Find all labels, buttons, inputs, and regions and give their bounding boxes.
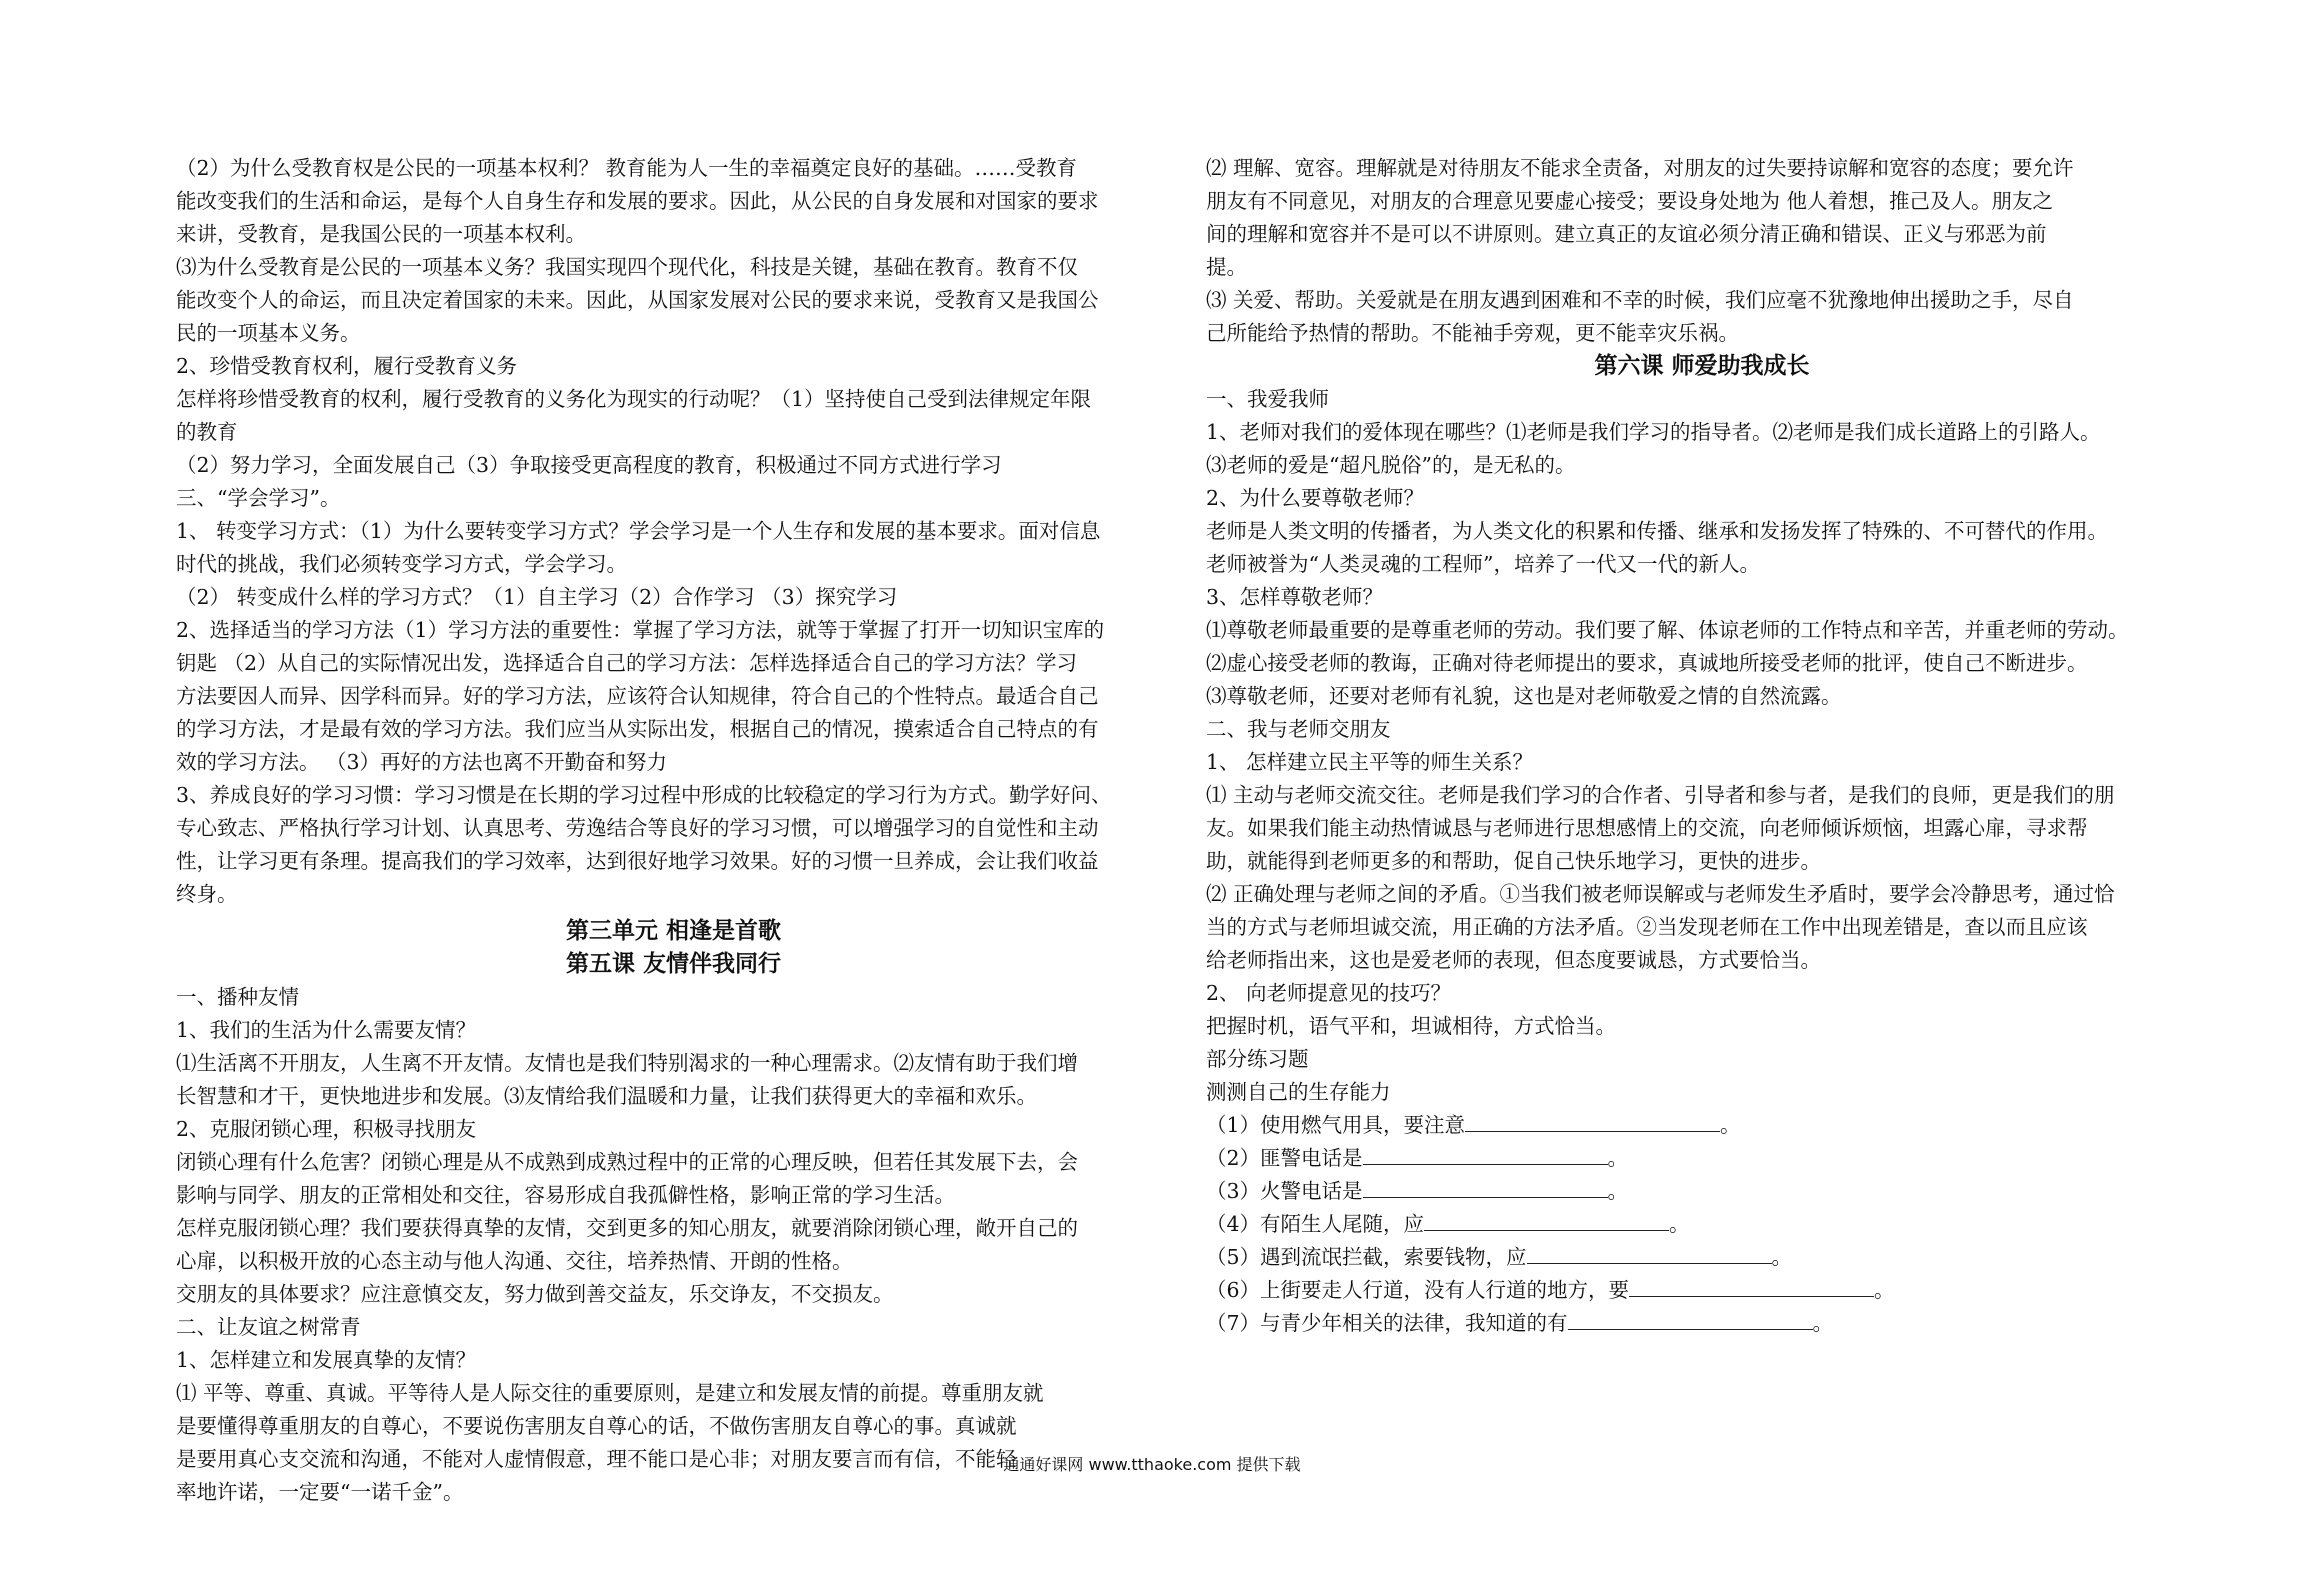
exercise-question: （1）使用燃气用具，要注意 bbox=[1206, 1113, 1466, 1137]
left-text-block-2 bbox=[176, 981, 1171, 1509]
right-text-block bbox=[1206, 152, 2198, 350]
text-line: 专心致志、严格执行学习计划、认真思考、劳逸结合等良好的学习习惯，可以增强学习的自觉性和主动 bbox=[176, 816, 1099, 840]
unit-title: 第三单元 相逢是首歌 bbox=[565, 918, 781, 944]
text-line: 方法要因人而异、因学科而异。好的学习方法，应该符合认知规律，符合自己的个性特点。最适合自己 bbox=[176, 684, 1099, 708]
lesson-6-title: 第六课 师爱助我成长 bbox=[1594, 353, 1810, 379]
text-line: 一、我爱我师 bbox=[1206, 387, 1329, 411]
text-line: 怎样克服闭锁心理？我们要获得真挚的友情，交到更多的知心朋友，就要消除闭锁心理，敞开自己的 bbox=[176, 1216, 1078, 1240]
text-line: 性，让学习更有条理。提高我们的学习效率，达到很好地学习效果。好的习惯一旦养成，会让我们收益 bbox=[176, 849, 1099, 873]
exercise-end: 。 bbox=[1812, 1311, 1834, 1335]
text-line: 老师是人类文明的传播者，为人类文化的积累和传播、继承和发扬发挥了特殊的、不可替代的作用。 bbox=[1206, 519, 2108, 543]
text-line: 助，就能得到老师更多的和帮助，促自己快乐地学习，更快的进步。 bbox=[1206, 849, 1821, 873]
text-line: 2、珍惜受教育权利，履行受教育义务 bbox=[176, 354, 518, 378]
text-line: 交朋友的具体要求？应注意慎交友，努力做到善交益友，乐交诤友，不交损友。 bbox=[176, 1282, 894, 1306]
text-line: 能改变我们的生活和命运，是每个人自身生存和发展的要求。因此，从公民的自身发展和对国家的要求 bbox=[176, 189, 1099, 213]
text-line: 闭锁心理有什么危害？闭锁心理是从不成熟到成熟过程中的正常的心理反映，但若任其发展下去，会 bbox=[176, 1150, 1078, 1174]
right-text-block-2 bbox=[1206, 383, 2198, 1109]
exercise-end: 。 bbox=[1669, 1212, 1690, 1236]
exercise-item bbox=[1206, 1241, 2198, 1274]
text-line: 给老师指出来，这也是爱老师的表现，但态度要诚恳，方式要恰当。 bbox=[1206, 948, 1821, 972]
text-line: 间的理解和宽容并不是可以不讲原则。建立真正的友谊必须分清正确和错误、正义与邪恶为前 bbox=[1206, 222, 2047, 246]
text-line: 1、我们的生活为什么需要友情？ bbox=[176, 1018, 477, 1042]
text-line: 的教育 bbox=[176, 420, 238, 444]
text-line: 当的方式与老师坦诚交流，用正确的方法矛盾。②当发现老师在工作中出现差错是，查以而且应该 bbox=[1206, 915, 2088, 939]
text-line: ⑴生活离不开朋友，人生离不开友情。友情也是我们特别渴求的一种心理需求。⑵友情有助于我们增 bbox=[176, 1051, 1078, 1075]
exercise-end: 。 bbox=[1874, 1278, 1895, 1302]
text-line: ⑶为什么受教育是公民的一项基本义务？我国实现四个现代化，科技是关键，基础在教育。教育不仅 bbox=[176, 255, 1078, 279]
text-line: 来讲，受教育，是我国公民的一项基本权利。 bbox=[176, 222, 586, 246]
right-column bbox=[1206, 152, 2198, 1340]
text-line: ⑶老师的爱是“超凡脱俗”的，是无私的。 bbox=[1206, 453, 1576, 477]
exercise-question: （7）与青少年相关的法律，我知道的有 bbox=[1206, 1311, 1568, 1335]
text-line: ⑵ 理解、宽容。理解就是对待朋友不能求全责备，对朋友的过失要持谅解和宽容的态度；要允许 bbox=[1206, 156, 2074, 180]
text-line: 友。如果我们能主动热情诚恳与老师进行思想感情上的交流，向老师倾诉烦恼，坦露心扉，寻求帮 bbox=[1206, 816, 2088, 840]
exercise-question: （6）上街要走人行道，没有人行道的地方，要 bbox=[1206, 1278, 1630, 1302]
exercise-question: （4）有陌生人尾随，应 bbox=[1206, 1212, 1425, 1236]
text-line: 是要用真心支交流和沟通，不能对人虚情假意，理不能口是心非；对朋友要言而有信，不能轻 bbox=[176, 1447, 1017, 1471]
text-line: 时代的挑战，我们必须转变学习方式，学会学习。 bbox=[176, 552, 627, 576]
text-line: 是要懂得尊重朋友的自尊心，不要说伤害朋友自尊心的话，不做伤害朋友自尊心的事。真诚就 bbox=[176, 1414, 1017, 1438]
exercise-item bbox=[1206, 1208, 2198, 1241]
text-line: ⑶ 关爱、帮助。关爱就是在朋友遇到困难和不幸的时候，我们应毫不犹豫地伸出援助之手，尽自 bbox=[1206, 288, 2074, 312]
exercise-item bbox=[1206, 1109, 2198, 1142]
text-line: 2、克服闭锁心理，积极寻找朋友 bbox=[176, 1117, 477, 1141]
text-line: 2、选择适当的学习方法（1）学习方法的重要性：掌握了学习方法，就等于掌握了打开一切知识宝库的 bbox=[176, 618, 1105, 642]
answer-blank[interactable] bbox=[1363, 1175, 1608, 1198]
text-line: 把握时机，语气平和，坦诚相待，方式恰当。 bbox=[1206, 1014, 1616, 1038]
text-line: （2） 转变成什么样的学习方式？（1）自主学习（2）合作学习 （3）探究学习 bbox=[176, 585, 898, 609]
text-line: 影响与同学、朋友的正常相处和交往，容易形成自我孤僻性格，影响正常的学习生活。 bbox=[176, 1183, 955, 1207]
answer-blank[interactable] bbox=[1568, 1307, 1813, 1330]
text-line: 的学习方法，才是最有效的学习方法。我们应当从实际出发，根据自己的情况，摸索适合自己特点的有 bbox=[176, 717, 1099, 741]
exercise-item bbox=[1206, 1274, 2198, 1307]
text-line: 1、怎样建立和发展真挚的友情？ bbox=[176, 1348, 477, 1372]
text-line: 1、老师对我们的爱体现在哪些？⑴老师是我们学习的指导者。⑵老师是我们成长道路上的引路人。 bbox=[1206, 420, 2101, 444]
text-line: 心扉，以积极开放的心态主动与他人沟通、交往，培养热情、开朗的性格。 bbox=[176, 1249, 853, 1273]
text-line: 三、“学会学习”。 bbox=[176, 486, 341, 510]
lesson-5-title: 第五课 友情伴我同行 bbox=[565, 951, 781, 977]
exercise-end: 。 bbox=[1607, 1179, 1629, 1203]
exercise-end: 。 bbox=[1607, 1146, 1629, 1170]
text-line: （2）为什么受教育权是公民的一项基本权利？ 教育能为人一生的幸福奠定良好的基础。……受教育 bbox=[176, 156, 1078, 180]
text-line: 二、我与老师交朋友 bbox=[1206, 717, 1391, 741]
exercise-item bbox=[1206, 1175, 2198, 1208]
text-line: 一、播种友情 bbox=[176, 985, 299, 1009]
exercise-item bbox=[1206, 1307, 2198, 1340]
text-line: 测测自己的生存能力 bbox=[1206, 1080, 1391, 1104]
exercise-end: 。 bbox=[1771, 1245, 1793, 1269]
exercise-question: （3）火警电话是 bbox=[1206, 1179, 1363, 1203]
text-line: 朋友有不同意见，对朋友的合理意见要虚心接受；要设身处地为 他人着想，推己及人。朋友之 bbox=[1206, 189, 2054, 213]
exercise-end: 。 bbox=[1720, 1113, 1741, 1137]
text-line: 2、 向老师提意见的技巧？ bbox=[1206, 981, 1452, 1005]
text-line: 1、 转变学习方式：（1）为什么要转变学习方式？学会学习是一个人生存和发展的基本要求。面对信息 bbox=[176, 519, 1101, 543]
text-line: 二、让友谊之树常青 bbox=[176, 1315, 361, 1339]
text-line: 1、 怎样建立民主平等的师生关系？ bbox=[1206, 750, 1534, 774]
text-line: ⑴尊敬老师最重要的是尊重老师的劳动。我们要了解、体谅老师的工作特点和辛苦，并重老师的劳动。 bbox=[1206, 618, 2129, 642]
text-line: ⑵虚心接受老师的教诲，正确对待老师提出的要求，真诚地所接受老师的批评，使自己不断进步。 bbox=[1206, 651, 2088, 675]
answer-blank[interactable] bbox=[1424, 1208, 1669, 1231]
text-line: 终身。 bbox=[176, 882, 238, 906]
left-column bbox=[176, 152, 1171, 1509]
text-line: ⑴ 主动与老师交流交往。老师是我们学习的合作者、引导者和参与者，是我们的良师，更是我们的朋 bbox=[1206, 783, 2115, 807]
left-text-block bbox=[176, 152, 1171, 911]
page-footer: 通通好课网 www.tthaoke.com 提供下载 bbox=[1003, 1455, 1301, 1474]
exercise-question: （2）匪警电话是 bbox=[1206, 1146, 1363, 1170]
text-line: 率地许诺，一定要“一诺千金”。 bbox=[176, 1480, 464, 1504]
text-line: 2、为什么要尊敬老师？ bbox=[1206, 486, 1425, 510]
text-line: 提。 bbox=[1206, 255, 1247, 279]
text-line: 3、怎样尊敬老师？ bbox=[1206, 585, 1384, 609]
exercise-list bbox=[1206, 1109, 2198, 1340]
text-line: 民的一项基本义务。 bbox=[176, 321, 361, 345]
text-line: 3、养成良好的学习习惯：学习习惯是在长期的学习过程中形成的比较稳定的学习行为方式。勤学好问、 bbox=[176, 783, 1112, 807]
text-line: 怎样将珍惜受教育的权利，履行受教育的义务化为现实的行动呢？（1）坚持使自己受到法律规定年限 bbox=[176, 387, 1092, 411]
answer-blank[interactable] bbox=[1465, 1109, 1720, 1132]
text-line: ⑴ 平等、尊重、真诚。平等待人是人际交往的重要原则，是建立和发展友情的前提。尊重朋友就 bbox=[176, 1381, 1044, 1405]
text-line: 能改变个人的命运，而且决定着国家的未来。因此，从国家发展对公民的要求来说，受教育又是我国公 bbox=[176, 288, 1099, 312]
text-line: 部分练习题 bbox=[1206, 1047, 1309, 1071]
answer-blank[interactable] bbox=[1527, 1241, 1772, 1264]
text-line: 钥匙 （2）从自己的实际情况出发，选择适合自己的学习方法：怎样选择适合自己的学习方法？学习 bbox=[176, 651, 1078, 675]
text-line: 己所能给予热情的帮助。不能袖手旁观，更不能幸灾乐祸。 bbox=[1206, 321, 1739, 345]
answer-blank[interactable] bbox=[1363, 1142, 1608, 1165]
text-line: 效的学习方法。 （3）再好的方法也离不开勤奋和努力 bbox=[176, 750, 668, 774]
exercise-item bbox=[1206, 1142, 2198, 1175]
text-line: ⑵ 正确处理与老师之间的矛盾。①当我们被老师误解或与老师发生矛盾时，要学会冷静思考，通过恰 bbox=[1206, 882, 2115, 906]
exercise-question: （5）遇到流氓拦截，索要钱物，应 bbox=[1206, 1245, 1527, 1269]
text-line: 老师被誉为“人类灵魂的工程师”，培养了一代又一代的新人。 bbox=[1206, 552, 1760, 576]
text-line: （2）努力学习，全面发展自己（3）争取接受更高程度的教育，积极通过不同方式进行学习 bbox=[176, 453, 1002, 477]
answer-blank[interactable] bbox=[1629, 1274, 1874, 1297]
text-line: 长智慧和才干，更快地进步和发展。⑶友情给我们温暖和力量，让我们获得更大的幸福和欢乐。 bbox=[176, 1084, 1037, 1108]
text-line: ⑶尊敬老师，还要对老师有礼貌，这也是对老师敬爱之情的自然流露。 bbox=[1206, 684, 1842, 708]
